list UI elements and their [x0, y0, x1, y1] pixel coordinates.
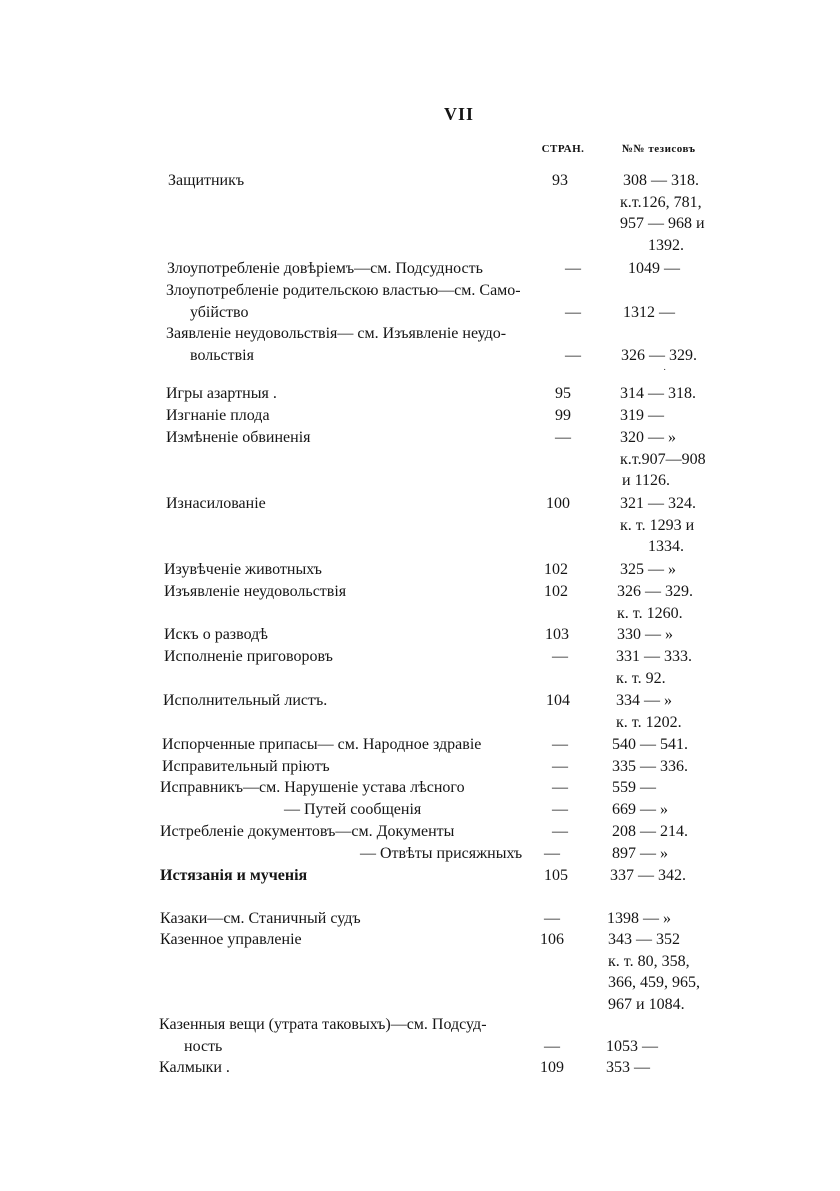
entry-term-line: Искъ о разводѣ	[164, 626, 268, 643]
entry-term-line: убійство	[190, 303, 249, 321]
entry-page-number: —	[565, 346, 581, 364]
entry-page-number: —	[552, 758, 568, 775]
entry-term-line: Игры азартныя .	[166, 385, 277, 402]
entry-page-number: 102	[544, 561, 568, 578]
entry-theses-line: 1334.	[648, 538, 684, 556]
entry-theses-line: 540 — 541.	[612, 736, 688, 753]
entry-page-number: 105	[544, 867, 568, 884]
entry-term-line: Защитникъ	[168, 172, 245, 189]
entry-term-line: Изгнаніе плода	[166, 407, 270, 424]
entry-theses-line: 559 —	[612, 779, 656, 796]
entry-term-line: — Отвѣты присяжныхъ	[360, 845, 523, 862]
entry-theses-line: и 1126.	[622, 472, 670, 490]
entry-theses-line: 353 —	[606, 1059, 650, 1076]
entry-theses-line: 957 — 968 и	[620, 215, 705, 233]
entry-theses-line: 326 — 329.	[621, 346, 697, 364]
column-header-theses: №№ тезисовъ	[622, 143, 696, 155]
entry-theses-line: 331 — 333.	[616, 648, 692, 665]
entry-theses-line: 325 — »	[620, 561, 676, 578]
entry-page-number: 93	[552, 172, 568, 189]
entry-page-number: 109	[540, 1059, 564, 1076]
entry-term-line: Изувѣченіе животныхъ	[164, 561, 322, 578]
entry-page-number: 99	[555, 407, 571, 424]
entry-page-number: —	[552, 779, 568, 796]
entry-theses-line: 1053 —	[606, 1037, 658, 1055]
entry-theses-line: 334 — »	[616, 692, 672, 709]
entry-term-line: Заявленіе неудовольствія— см. Изъявленіе неудо-	[166, 325, 507, 342]
entry-term-line: ность	[184, 1037, 223, 1055]
entry-theses-line: 208 — 214.	[612, 823, 688, 840]
entry-page-number: —	[552, 801, 568, 818]
column-header-pages: СТРАН.	[541, 143, 585, 155]
entry-page-number: —	[544, 845, 560, 862]
entry-term-line: — Путей сообщенія	[284, 801, 422, 818]
entry-page-number: —	[565, 303, 581, 321]
entry-theses-line: 343 — 352	[608, 931, 680, 948]
entry-theses-line: 319 —	[620, 407, 664, 424]
entry-page-number: —	[555, 429, 571, 446]
entry-term-line: Истребленіе документовъ—см. Документы	[160, 823, 455, 840]
entry-page-number: 102	[544, 583, 568, 600]
entry-theses-line: 335 — 336.	[612, 758, 688, 775]
entry-term-line: Исполненіе приговоровъ	[164, 648, 333, 665]
entry-term-line: Исправительный пріютъ	[162, 758, 330, 775]
entry-page-number: 100	[546, 495, 570, 512]
entry-page-number: 106	[540, 931, 564, 948]
entry-page-number: —	[544, 910, 560, 927]
entry-theses-line: 897 — »	[612, 845, 668, 862]
stray-mark: ˙	[663, 368, 667, 379]
entry-term-line: Исполнительный листъ.	[163, 692, 328, 709]
entry-term-line: Злоупотребленіе родительскою властью—см. Само-	[166, 282, 521, 299]
entry-page-number: —	[552, 648, 568, 665]
entry-theses-line: 967 и 1084.	[608, 995, 685, 1013]
entry-theses-line: 366, 459, 965,	[608, 974, 700, 992]
entry-theses-line: 321 — 324.	[620, 495, 696, 512]
entry-theses-line: к.т.907—908	[620, 450, 706, 468]
entry-theses-line: 330 — »	[617, 626, 673, 643]
entry-page-number: 103	[545, 626, 569, 643]
entry-page-number: —	[565, 260, 581, 277]
entry-term-line: Изъявленіе неудовольствія	[164, 583, 347, 600]
entry-term-line: Исправникъ—см. Нарушеніе устава лѣсного	[160, 779, 465, 796]
entry-theses-line: к.т.126, 781,	[620, 193, 702, 211]
entry-term-line: Изнасилованіе	[166, 495, 266, 512]
entry-theses-line: 669 — »	[612, 801, 668, 818]
page-number: VII	[443, 104, 474, 124]
entry-page-number: —	[552, 736, 568, 753]
entry-theses-line: 1049 —	[628, 260, 680, 277]
entry-theses-line: 314 — 318.	[620, 385, 696, 402]
entry-theses-line: 337 — 342.	[610, 867, 686, 884]
entry-page-number: 104	[546, 692, 570, 709]
entry-theses-line: 1392.	[648, 236, 684, 254]
entry-theses-line: к. т. 1260.	[617, 604, 683, 622]
entry-page-number: 95	[555, 385, 571, 402]
entry-term-line: Измѣненіе обвиненія	[166, 429, 311, 446]
entry-term-line: Казенныя вещи (утрата таковыхъ)—см. Подсуд-	[159, 1016, 487, 1033]
entry-theses-line: 320 — »	[620, 429, 676, 446]
entry-term-line: Калмыки .	[159, 1059, 230, 1076]
entry-term-line: вольствія	[190, 346, 254, 364]
entry-theses-line: 326 — 329.	[617, 583, 693, 600]
entry-theses-line: 1312 —	[623, 303, 675, 321]
entry-page-number: —	[552, 823, 568, 840]
entry-term-line: Злоупотребленіе довѣріемъ—см. Подсудность	[167, 260, 483, 277]
entry-term-line: Казенное управленіе	[160, 931, 302, 948]
entry-term-line: Казаки—см. Станичный судъ	[160, 910, 361, 927]
entry-theses-line: к. т. 92.	[616, 669, 666, 687]
entry-theses-line: 308 — 318.	[623, 172, 699, 189]
entry-page-number: —	[544, 1037, 560, 1055]
entry-theses-line: к. т. 1202.	[616, 713, 682, 731]
entry-theses-line: 1398 — »	[607, 910, 671, 927]
entry-theses-line: к. т. 80, 358,	[608, 952, 690, 970]
entry-term-line: Испорченные припасы— см. Народное здравіе	[162, 736, 482, 753]
entry-theses-line: к. т. 1293 и	[620, 516, 695, 534]
entry-term-line: Истязанія и мученія	[160, 867, 308, 884]
